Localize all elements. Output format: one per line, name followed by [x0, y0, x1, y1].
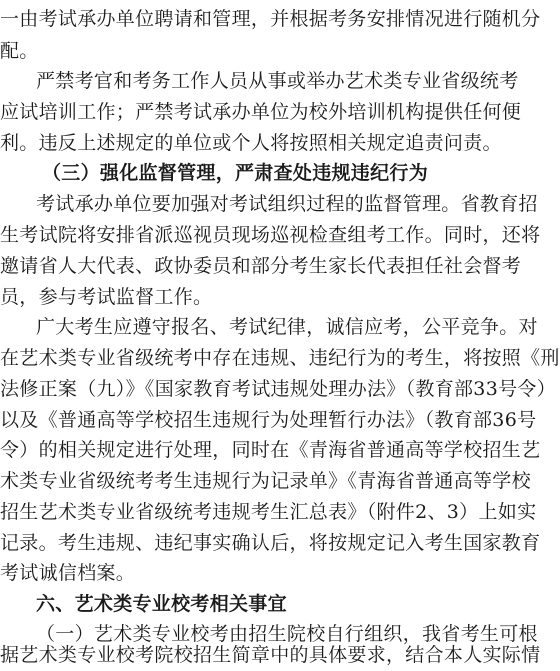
text-line-3: 严禁考官和考务工作人员从事或举办艺术类专业省级统考	[36, 70, 519, 92]
text-line-7: 考试承办单位要加强对考试组织过程的监督管理。省教育招	[36, 193, 538, 215]
text-line-4: 应试培训工作；严禁考试承办单位为校外培训机构提供任何便	[0, 101, 522, 123]
text-line-11: 广大考生应遵守报名、考试纪律，诚信应考，公平竞争。对	[36, 316, 538, 338]
text-line-16: 术类专业省级统考考生违规行为记录单》《青海省普通高等学校	[0, 470, 531, 492]
text-line-10: 员，参与考试监督工作。	[0, 286, 213, 308]
text-line-21: （一）艺术类专业校考由招生院校自行组织，我省考生可根	[36, 623, 538, 645]
text-line-19: 考试诚信档案。	[0, 562, 136, 584]
text-line-22: 据艺术类专业校考院校招生简章中的具体要求，结合本人实际情	[0, 644, 541, 666]
text-line-1: 一由考试承办单位聘请和管理，并根据考务安排情况进行随机分	[0, 8, 541, 30]
text-line-5: 利。违反上述规定的单位或个人将按照相关规定追责问责。	[0, 132, 502, 154]
section-heading-3: （三）强化监督管理，严肃查处违规违纪行为	[42, 162, 429, 184]
section-heading-6: 六、艺术类专业校考相关事宜	[36, 593, 287, 615]
text-line-13: 法修正案（九）》《国家教育考试违规处理办法》（教育部33号令）	[0, 378, 556, 400]
text-line-15: 令）的相关规定进行处理，同时在《青海省普通高等学校招生艺	[0, 439, 541, 461]
text-line-9: 邀请省人大代表、政协委员和部分考生家长代表担任社会督考	[0, 255, 522, 277]
text-line-18: 记录。考生违规、违纪事实确认后，将按规定记入考生国家教育	[0, 532, 541, 554]
text-line-14: 以及《普通高等学校招生违规行为处理暂行办法》（教育部36号	[0, 409, 537, 431]
text-line-2: 配。	[0, 40, 39, 62]
text-line-8: 生考试院将安排省派巡视员现场巡视检查组考工作。同时，还将	[0, 224, 541, 246]
text-line-12: 在艺术类专业省级统考中存在违规、违纪行为的考生，将按照《刑	[0, 347, 560, 369]
text-line-17: 招生艺术类专业省级统考违规考生汇总表》（附件2、3）上如实	[0, 501, 537, 523]
